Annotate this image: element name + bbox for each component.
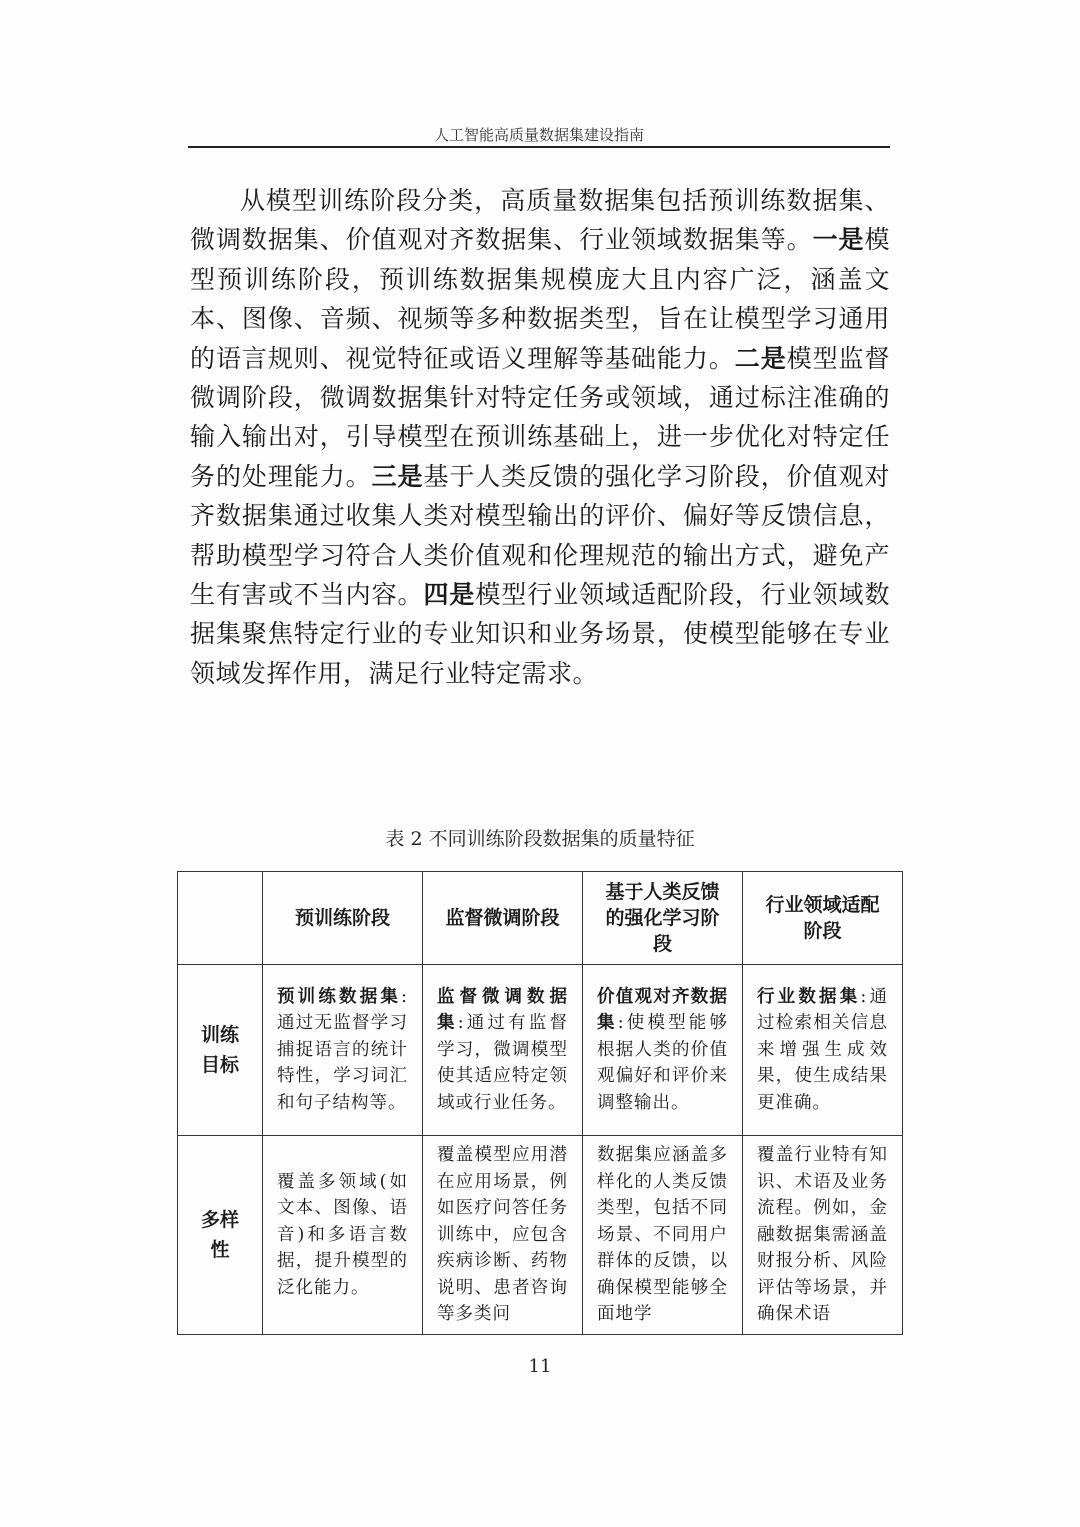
table-cell <box>263 965 423 1136</box>
table-cell <box>423 1136 583 1335</box>
table-header-row <box>178 872 903 965</box>
cell-text: 覆盖行业特有知识、术语及业务流程。例如，金融数据集需涵盖财报分析、风险评估等场景，并确保术语 <box>757 1145 888 1324</box>
paragraph-text-4: 模型行业领域适配阶段，行业领域数据集聚焦特定行业的专业知识和业务场景，使模型能够在专业领域发挥作用，满足行业特定需求。 <box>190 580 890 688</box>
table-cell <box>743 1136 903 1335</box>
cell-text: 覆盖多领域(如文本、图像、语音)和多语言数据，提升模型的泛化能力。 <box>277 1171 408 1298</box>
paragraph-text-1: 模型预训练阶段，预训练数据集规模庞大且内容广泛，涵盖文本、图像、音频、视频等多种数据类型，旨在让模型学习通用的语言规则、视觉特征或语义理解等基础能力。 <box>190 225 890 373</box>
table-cell <box>263 1136 423 1335</box>
header-finetuning: 监督微调阶段 <box>423 872 583 965</box>
table-row <box>178 965 903 1136</box>
table-corner-cell <box>178 872 263 965</box>
table-cell <box>743 965 903 1136</box>
cell-term: 行业数据集 <box>757 986 861 1007</box>
cell-text: 数据集应涵盖多样化的人类反馈类型，包括不同场景、不同用户群体的反馈，以确保模型能够全面地学 <box>597 1145 728 1324</box>
cell-term: 价值观对齐数据集 <box>597 986 728 1034</box>
row-label: 训练目标 <box>178 965 263 1136</box>
table-caption: 表 2 不同训练阶段数据集的质量特征 <box>385 828 695 850</box>
cell-term: 预训练数据集 <box>277 986 402 1007</box>
enum-label-4: 四是 <box>423 580 476 610</box>
header-pretraining: 预训练阶段 <box>263 872 423 965</box>
row-label: 多样性 <box>178 1136 263 1335</box>
cell-text: :通过无监督学习捕捉语言的统计特性，学习词汇和句子结构等。 <box>277 986 408 1113</box>
paragraph-text-2: 模型监督微调阶段，微调数据集针对特定任务或领域，通过标注准确的输入输出对，引导模型在预训练基础上，进一步优化对特定任务的处理能力。 <box>190 343 890 491</box>
cell-text: :通过有监督学习，微调模型使其适应特定领域或行业任务。 <box>437 1013 568 1113</box>
cell-text: :使模型能够根据人类的价值观偏好和评价来调整输出。 <box>597 1013 728 1113</box>
page-number: 11 <box>528 1356 552 1377</box>
cell-term: 监督微调数据集 <box>437 986 568 1034</box>
header-rule <box>188 146 890 148</box>
enum-label-1: 一是 <box>812 225 865 255</box>
table-cell <box>423 965 583 1136</box>
running-header: 人工智能高质量数据集建设指南 <box>433 126 644 144</box>
quality-table <box>177 871 903 1335</box>
enum-label-3: 三是 <box>371 461 424 491</box>
cell-text: :通过检索相关信息来增强生成效果，使生成结果更准确。 <box>757 986 889 1113</box>
paragraph-intro: 从模型训练阶段分类，高质量数据集包括预训练数据集、微调数据集、价值观对齐数据集、行业领域数据集等。 <box>190 186 890 255</box>
cell-text: 覆盖模型应用潜在应用场景，例如医疗问答任务训练中，应包含疾病诊断、药物说明、患者咨询等多类问 <box>437 1145 568 1324</box>
header-industry: 行业领域适配阶段 <box>743 872 903 965</box>
table-cell <box>583 1136 743 1335</box>
table-cell <box>583 965 743 1136</box>
header-rlhf: 基于人类反馈的强化学习阶段 <box>583 872 743 965</box>
enum-label-2: 二是 <box>734 343 787 373</box>
body-paragraph <box>190 181 890 693</box>
table-row <box>178 1136 903 1335</box>
paragraph-text-3: 基于人类反馈的强化学习阶段，价值观对齐数据集通过收集人类对模型输出的评价、偏好等反馈信息，帮助模型学习符合人类价值观和伦理规范的输出方式，避免产生有害或不当内容。 <box>190 461 890 610</box>
